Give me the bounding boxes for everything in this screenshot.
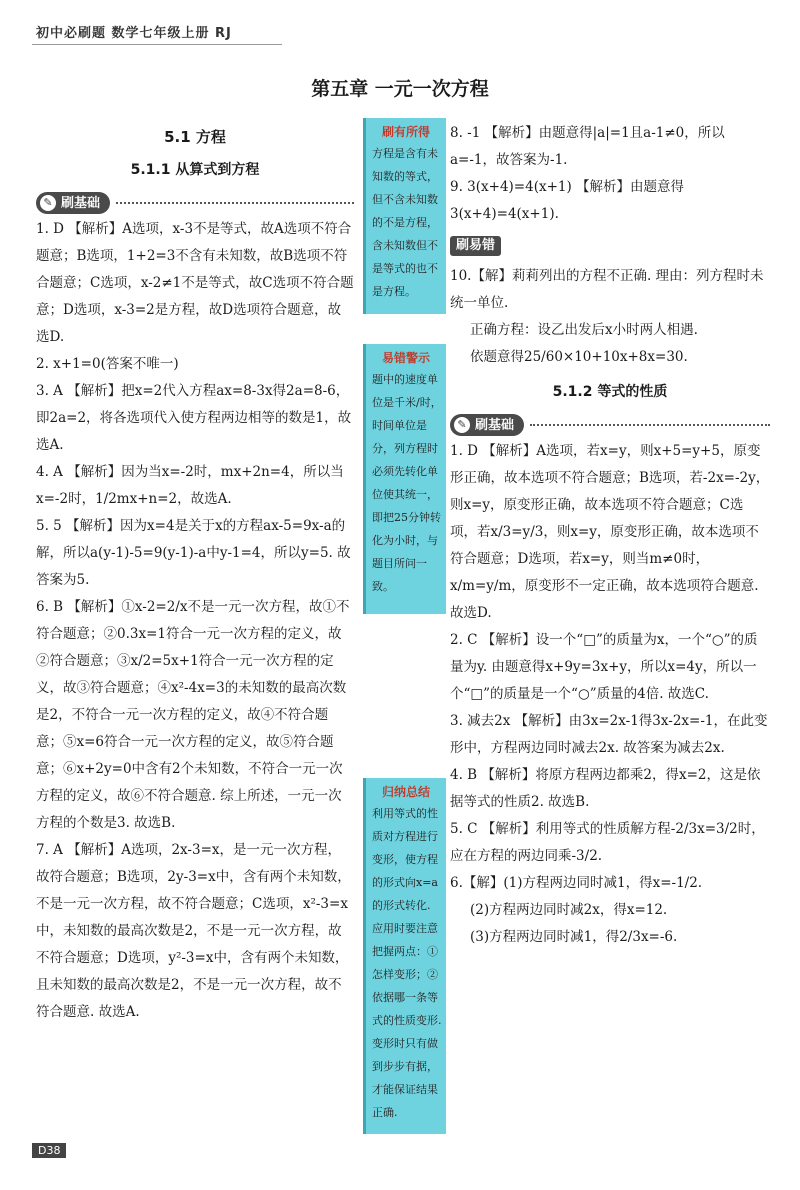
answer-item: 1. D 【解析】A选项，x-3不是等式，故A选项不符合题意；B选项，1+2=3不含有未知数，故B选项不符合题意；C选项，x-2≠1不是等式，故C选项不符合题意；D选项，x-3=2是方程，故D选项符合题意，故选D. [36, 221, 354, 345]
answer-item: 5. C 【解析】利用等式的性质解方程-2/3x=3/2时，应在方程的两边同乘-3/2. [450, 821, 765, 864]
answer-item: 4. A 【解析】因为当x=-2时，mx+2n=4，所以当x=-2时，1/2mx+n=2，故选A. [36, 464, 344, 507]
brush-icon: ✎ [40, 195, 56, 211]
answer-item: 2. x+1=0(答案不唯一) [36, 356, 179, 372]
basics-badge: ✎ 刷基础 [450, 414, 770, 436]
chapter-title: 第五章 一元一次方程 [311, 78, 489, 100]
running-header: 初中必刷题 数学七年级上册 RJ [36, 26, 232, 41]
sidebar-note-gains: 刷有所得 方程是含有未知数的等式，但不含未知数的不是方程，含未知数但不是等式的也不是方程。 [363, 118, 446, 314]
answer-item: 6. B 【解析】①x-2=2/x不是一元一次方程，故①不符合题意；②0.3x=1符合一元一次方程的定义，故②符合题意；③x/2=5x+1符合一元一次方程的定义，故③符合题意；④x²-4x=3的未知数的最高次数是2，不符合一元一次方程的定义，故④不符合题意；⑤x=6符合一元一次方程的定义，故⑤符合题意；⑥x+2y=0中含有2个未知数，不符合一元一次方程的定义，故⑥不符合题意. 综上所述，一元一次方程的个数是3. 故选B. [36, 599, 350, 831]
header-rule [32, 44, 282, 45]
right-column [450, 120, 770, 951]
section-title: 5.1 方程 [164, 128, 226, 146]
left-column [36, 120, 354, 1026]
answer-line: (2)方程两边同时减2x，得x=12. [470, 902, 668, 918]
answer-item: 5. 5 【解析】因为x=4是关于x的方程ax-5=9x-a的解，所以a(y-1)-5=9(y-1)-a中y-1=4，所以y=5. 故答案为5. [36, 518, 351, 588]
page-number: D38 [32, 1143, 66, 1158]
answer-item: 9. 3(x+4)=4(x+1) 【解析】由题意得3(x+4)=4(x+1). [450, 179, 685, 222]
answer-item: 3. A 【解析】把x=2代入方程ax=8-3x得2a=8-6，即2a=2，将各选项代入使方程两边相等的数是1，故选A. [36, 383, 352, 453]
answer-item: 8. -1 【解析】由题意得|a|=1且a-1≠0，所以a=-1，故答案为-1. [450, 125, 725, 168]
answer-item: 6.【解】(1)方程两边同时减1，得x=-1/2. [450, 875, 703, 891]
answer-line: 依题意得25/60×10+10x+8x=30. [470, 349, 688, 365]
answer-line: 正确方程：设乙出发后x小时两人相遇. [470, 322, 698, 338]
answer-item: 3. 减去2x 【解析】由3x=2x-1得3x-2x=-1，在此变形中，方程两边同时减去2x. 故答案为减去2x. [450, 713, 768, 756]
answer-item: 2. C 【解析】设一个“□”的质量为x，一个“○”的质量为y. 由题意得x+9y=3x+y，所以x=4y，所以一个“□”的质量是一个“○”质量的4倍. 故选C. [450, 632, 758, 702]
basics-badge: ✎ 刷基础 [36, 192, 354, 214]
sidebar-note-warning: 易错警示 题中的速度单位是千米/时，时间单位是分，列方程时必须先转化单位使其统一，即把25分钟转化为小时，与题目所问一致。 [363, 344, 446, 614]
sidebar-note-summary: 归纳总结 利用等式的性质对方程进行变形，使方程的形式向x=a的形式转化. 应用时要注意把握两点：①怎样变形；②依据哪一条等式的性质变形. 变形时只有做到步步有据，才能保证结果正确. [363, 778, 446, 1134]
subsection-title: 5.1.2 等式的性质 [552, 384, 668, 400]
answer-item: 4. B 【解析】将原方程两边都乘2，得x=2，这是依据等式的性质2. 故选B. [450, 767, 761, 810]
subsection-title: 5.1.1 从算式到方程 [130, 162, 260, 178]
error-badge: 刷易错 [450, 232, 770, 259]
answer-line: (3)方程两边同时减1，得2/3x=-6. [470, 929, 678, 945]
brush-icon: ✎ [454, 417, 470, 433]
answer-item: 7. A 【解析】A选项，2x-3=x，是一元一次方程，故符合题意；B选项，2y-3=x中，含有两个未知数，不是一元一次方程，故不符合题意；C选项，x²-3=x中，未知数的最高次数是2，不是一元一次方程，故不符合题意；D选项，y²-3=x中，含有两个未知数，且未知数的最高次数是2，不是一元一次方程，故不符合题意. 故选A. [36, 842, 351, 1020]
answer-item: 1. D 【解析】A选项，若x=y，则x+5=y+5，原变形正确，故本选项不符合题意；B选项，若-2x=-2y，则x=y，原变形正确，故本选项不符合题意；C选项，若x/3=y/3，则x=y，原变形正确，故本选项不符合题意；D选项，若x=y，则当m≠0时，x/m=y/m，原变形不一定正确，故本选项符合题意. 故选D. [450, 443, 770, 621]
answer-item: 10.【解】莉莉列出的方程不正确. 理由：列方程时未统一单位. [450, 268, 764, 311]
